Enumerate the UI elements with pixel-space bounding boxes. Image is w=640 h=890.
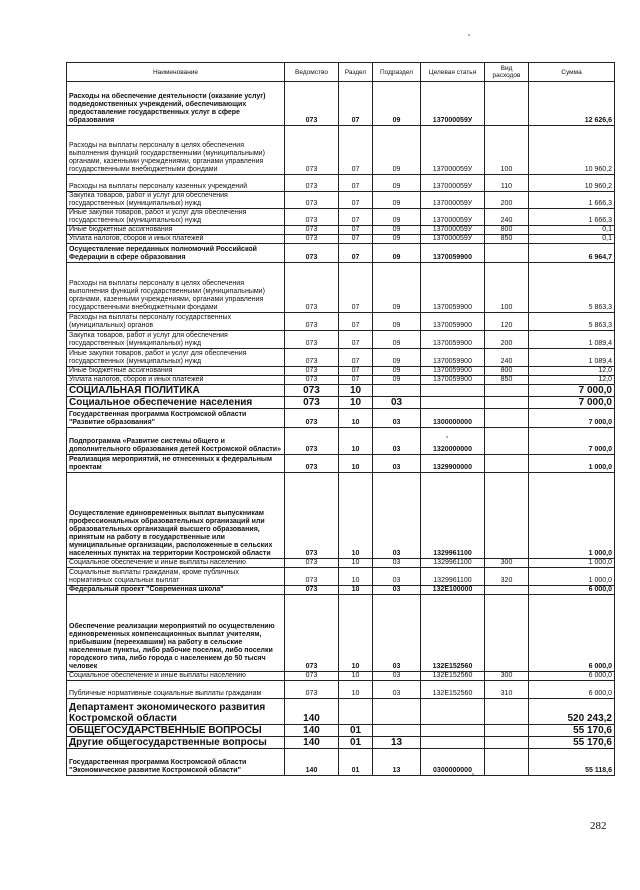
cell-subsection: 09 bbox=[373, 331, 421, 349]
cell-section: 07 bbox=[339, 82, 373, 126]
cell-target: 137000059У bbox=[421, 226, 485, 235]
cell-exp-type bbox=[485, 699, 529, 725]
scan-speck bbox=[472, 773, 474, 775]
cell-subsection: 03 bbox=[373, 428, 421, 455]
cell-subsection: 09 bbox=[373, 313, 421, 331]
cell-name: Департамент экономического развития Костромской области bbox=[67, 699, 285, 725]
cell-target: 1370059900 bbox=[421, 349, 485, 367]
cell-dept: 073 bbox=[285, 331, 339, 349]
cell-exp-type: 320 bbox=[485, 568, 529, 586]
cell-dept: 073 bbox=[285, 397, 339, 409]
cell-sum: 7 000,0 bbox=[529, 397, 615, 409]
cell-name: Подпрограмма «Развитие системы общего и дополнительного образования детей Костромской области» bbox=[67, 428, 285, 455]
cell-name: Расходы на обеспечение деятельности (оказание услуг) подведомственных учреждений, обеспечивающих предоставление государственных услуг в сфере образования bbox=[67, 82, 285, 126]
cell-sum: 7 000,0 bbox=[529, 385, 615, 397]
cell-section: 10 bbox=[339, 455, 373, 473]
cell-name: Государственная программа Костромской области "Экономическое развитие Костромской области" bbox=[67, 749, 285, 776]
cell-dept: 073 bbox=[285, 428, 339, 455]
cell-sum: 5 863,3 bbox=[529, 313, 615, 331]
cell-sum: 1 000,0 bbox=[529, 559, 615, 568]
cell-dept: 073 bbox=[285, 209, 339, 226]
cell-target: 1329961100 bbox=[421, 559, 485, 568]
cell-sum: 6 000,0 bbox=[529, 595, 615, 672]
cell-dept: 073 bbox=[285, 681, 339, 699]
cell-sum: 6 000,0 bbox=[529, 586, 615, 595]
cell-dept: 073 bbox=[285, 367, 339, 376]
cell-subsection: 03 bbox=[373, 397, 421, 409]
cell-dept: 140 bbox=[285, 749, 339, 776]
cell-exp-type bbox=[485, 455, 529, 473]
table-row bbox=[67, 126, 615, 175]
cell-target: 137000059У bbox=[421, 175, 485, 192]
cell-subsection: 03 bbox=[373, 568, 421, 586]
cell-target: 1370059900 bbox=[421, 244, 485, 263]
table-row bbox=[67, 559, 615, 568]
cell-dept: 073 bbox=[285, 175, 339, 192]
col-header-exp-type: Вид расходов bbox=[485, 63, 529, 82]
cell-subsection bbox=[373, 699, 421, 725]
cell-exp-type: 110 bbox=[485, 175, 529, 192]
table-row bbox=[67, 82, 615, 126]
cell-target: 137000059У bbox=[421, 126, 485, 175]
cell-section: 07 bbox=[339, 376, 373, 385]
cell-name: Социальные выплаты гражданам, кроме публичных нормативных социальных выплат bbox=[67, 568, 285, 586]
cell-section: 10 bbox=[339, 586, 373, 595]
budget-table bbox=[66, 62, 615, 776]
cell-name: Иные бюджетные ассигнования bbox=[67, 367, 285, 376]
cell-name: Публичные нормативные социальные выплаты гражданам bbox=[67, 681, 285, 699]
cell-target: 1329961100 bbox=[421, 473, 485, 559]
cell-dept: 073 bbox=[285, 349, 339, 367]
cell-exp-type: 300 bbox=[485, 672, 529, 681]
col-header-name: Наименование bbox=[67, 63, 285, 82]
cell-target: 1370059900 bbox=[421, 331, 485, 349]
cell-subsection: 03 bbox=[373, 672, 421, 681]
cell-dept: 140 bbox=[285, 699, 339, 725]
cell-section: 01 bbox=[339, 749, 373, 776]
cell-target: 1370059900 bbox=[421, 263, 485, 313]
cell-sum: 6 000,0 bbox=[529, 681, 615, 699]
cell-target: 132E152560 bbox=[421, 672, 485, 681]
table-row bbox=[67, 313, 615, 331]
cell-section: 07 bbox=[339, 331, 373, 349]
cell-name: Обеспечение реализации мероприятий по осуществлению единовременных компенсационных выплат учителям, прибывшим (переехавшим) на работу в сельские населенные пункты, либо рабочие поселки, либо поселки городского типа, либо города с населением до 50 тысяч человек bbox=[67, 595, 285, 672]
cell-dept: 073 bbox=[285, 226, 339, 235]
cell-subsection: 03 bbox=[373, 586, 421, 595]
cell-exp-type: 120 bbox=[485, 313, 529, 331]
cell-section: 10 bbox=[339, 385, 373, 397]
cell-sum: 1 089,4 bbox=[529, 349, 615, 367]
cell-dept: 140 bbox=[285, 725, 339, 737]
cell-exp-type bbox=[485, 725, 529, 737]
table-row bbox=[67, 367, 615, 376]
cell-sum: 0,1 bbox=[529, 226, 615, 235]
cell-exp-type: 800 bbox=[485, 226, 529, 235]
col-header-target: Целевая статья bbox=[421, 63, 485, 82]
cell-sum: 12,0 bbox=[529, 376, 615, 385]
cell-exp-type bbox=[485, 586, 529, 595]
cell-exp-type bbox=[485, 595, 529, 672]
col-header-section: Раздел bbox=[339, 63, 373, 82]
cell-exp-type: 100 bbox=[485, 263, 529, 313]
table-row bbox=[67, 376, 615, 385]
cell-section: 01 bbox=[339, 725, 373, 737]
cell-name: ОБЩЕГОСУДАРСТВЕННЫЕ ВОПРОСЫ bbox=[67, 725, 285, 737]
table-row bbox=[67, 235, 615, 244]
cell-subsection: 13 bbox=[373, 737, 421, 749]
cell-dept: 073 bbox=[285, 568, 339, 586]
cell-dept: 073 bbox=[285, 385, 339, 397]
cell-section: 07 bbox=[339, 244, 373, 263]
table-row bbox=[67, 568, 615, 586]
cell-section: 07 bbox=[339, 235, 373, 244]
cell-section: 10 bbox=[339, 428, 373, 455]
cell-exp-type bbox=[485, 82, 529, 126]
cell-section: 07 bbox=[339, 226, 373, 235]
cell-target: 1370059900 bbox=[421, 313, 485, 331]
cell-target: 0300000000 bbox=[421, 749, 485, 776]
cell-dept: 073 bbox=[285, 235, 339, 244]
cell-section: 01 bbox=[339, 737, 373, 749]
cell-exp-type: 300 bbox=[485, 559, 529, 568]
table-row bbox=[67, 409, 615, 428]
cell-name: Расходы на выплаты персоналу государственных (муниципальных) органов bbox=[67, 313, 285, 331]
cell-subsection: 09 bbox=[373, 175, 421, 192]
table-row bbox=[67, 455, 615, 473]
cell-exp-type: 310 bbox=[485, 681, 529, 699]
table-row bbox=[67, 192, 615, 209]
cell-target bbox=[421, 385, 485, 397]
cell-subsection: 09 bbox=[373, 235, 421, 244]
table-row bbox=[67, 595, 615, 672]
table-row bbox=[67, 349, 615, 367]
cell-dept: 073 bbox=[285, 455, 339, 473]
cell-dept: 073 bbox=[285, 409, 339, 428]
cell-dept: 073 bbox=[285, 672, 339, 681]
cell-target: 137000059У bbox=[421, 82, 485, 126]
cell-name: Осуществление единовременных выплат выпускникам профессиональных образовательных организаций или образовательных организаций высшего образования, принятым на работу в государственные или муниципальные организации, расположенные в сельских населенных пунктах на территории Костромской области bbox=[67, 473, 285, 559]
cell-name: Расходы на выплаты персоналу казенных учреждений bbox=[67, 175, 285, 192]
cell-section: 07 bbox=[339, 126, 373, 175]
cell-name: Закупка товаров, работ и услуг для обеспечения государственных (муниципальных) нужд bbox=[67, 331, 285, 349]
cell-subsection: 09 bbox=[373, 209, 421, 226]
cell-exp-type: 200 bbox=[485, 331, 529, 349]
cell-exp-type: 240 bbox=[485, 349, 529, 367]
table-row bbox=[67, 331, 615, 349]
cell-dept: 073 bbox=[285, 192, 339, 209]
cell-exp-type bbox=[485, 244, 529, 263]
cell-exp-type: 850 bbox=[485, 376, 529, 385]
cell-name: Иные бюджетные ассигнования bbox=[67, 226, 285, 235]
table-row bbox=[67, 473, 615, 559]
cell-section: 07 bbox=[339, 192, 373, 209]
cell-dept: 073 bbox=[285, 82, 339, 126]
cell-target: 1320000000 bbox=[421, 428, 485, 455]
cell-sum: 55 118,6 bbox=[529, 749, 615, 776]
cell-subsection: 03 bbox=[373, 681, 421, 699]
cell-sum: 12,0 bbox=[529, 367, 615, 376]
cell-name: Закупка товаров, работ и услуг для обеспечения государственных (муниципальных) нужд bbox=[67, 192, 285, 209]
cell-name: Социальное обеспечение населения bbox=[67, 397, 285, 409]
cell-subsection: 09 bbox=[373, 192, 421, 209]
cell-section: 10 bbox=[339, 672, 373, 681]
cell-name: Уплата налогов, сборов и иных платежей bbox=[67, 376, 285, 385]
cell-sum: 55 170,6 bbox=[529, 725, 615, 737]
cell-subsection: 03 bbox=[373, 409, 421, 428]
budget-table-sheet bbox=[66, 62, 614, 776]
table-row bbox=[67, 699, 615, 725]
cell-section: 10 bbox=[339, 559, 373, 568]
cell-target: 1329900000 bbox=[421, 455, 485, 473]
page-number: 282 bbox=[590, 820, 607, 832]
col-header-dept: Ведомство bbox=[285, 63, 339, 82]
cell-dept: 073 bbox=[285, 263, 339, 313]
cell-dept: 073 bbox=[285, 313, 339, 331]
table-row bbox=[67, 681, 615, 699]
cell-exp-type bbox=[485, 749, 529, 776]
cell-exp-type: 850 bbox=[485, 235, 529, 244]
cell-target: 132E100000 bbox=[421, 586, 485, 595]
cell-target bbox=[421, 725, 485, 737]
cell-dept: 073 bbox=[285, 126, 339, 175]
cell-sum: 520 243,2 bbox=[529, 699, 615, 725]
cell-sum: 12 626,6 bbox=[529, 82, 615, 126]
cell-target: 1370059900 bbox=[421, 367, 485, 376]
cell-name: СОЦИАЛЬНАЯ ПОЛИТИКА bbox=[67, 385, 285, 397]
cell-sum: 1 666,3 bbox=[529, 192, 615, 209]
cell-subsection: 09 bbox=[373, 226, 421, 235]
cell-target: 1370059900 bbox=[421, 376, 485, 385]
cell-target: 1329961100 bbox=[421, 568, 485, 586]
cell-exp-type bbox=[485, 409, 529, 428]
cell-dept: 140 bbox=[285, 737, 339, 749]
cell-exp-type: 200 bbox=[485, 192, 529, 209]
cell-subsection bbox=[373, 385, 421, 397]
scan-speck bbox=[468, 34, 470, 36]
table-row bbox=[67, 385, 615, 397]
cell-section: 10 bbox=[339, 595, 373, 672]
cell-subsection: 09 bbox=[373, 376, 421, 385]
cell-name: Уплата налогов, сборов и иных платежей bbox=[67, 235, 285, 244]
cell-subsection: 09 bbox=[373, 367, 421, 376]
table-row bbox=[67, 226, 615, 235]
cell-target: 1300000000 bbox=[421, 409, 485, 428]
table-row bbox=[67, 428, 615, 455]
cell-exp-type bbox=[485, 428, 529, 455]
cell-section: 07 bbox=[339, 349, 373, 367]
cell-sum: 1 666,3 bbox=[529, 209, 615, 226]
cell-subsection: 09 bbox=[373, 126, 421, 175]
cell-subsection: 13 bbox=[373, 749, 421, 776]
cell-dept: 073 bbox=[285, 559, 339, 568]
cell-name: Социальное обеспечение и иные выплаты населению bbox=[67, 559, 285, 568]
cell-target bbox=[421, 699, 485, 725]
cell-name: Другие общегосударственные вопросы bbox=[67, 737, 285, 749]
cell-sum: 1 000,0 bbox=[529, 455, 615, 473]
cell-name: Государственная программа Костромской области "Развитие образования" bbox=[67, 409, 285, 428]
cell-target: 132E152560 bbox=[421, 595, 485, 672]
cell-dept: 073 bbox=[285, 244, 339, 263]
cell-subsection: 09 bbox=[373, 82, 421, 126]
cell-name: Расходы на выплаты персоналу в целях обеспечения выполнения функций государственными (муниципальными) органами, казенными учреждениями, органами управления государственными внебюджетными фондами bbox=[67, 126, 285, 175]
cell-section: 10 bbox=[339, 409, 373, 428]
cell-sum: 1 000,0 bbox=[529, 568, 615, 586]
cell-target: 137000059У bbox=[421, 209, 485, 226]
cell-exp-type: 800 bbox=[485, 367, 529, 376]
cell-dept: 073 bbox=[285, 376, 339, 385]
table-row bbox=[67, 397, 615, 409]
table-row bbox=[67, 244, 615, 263]
cell-sum: 0,1 bbox=[529, 235, 615, 244]
col-header-sum: Сумма bbox=[529, 63, 615, 82]
cell-name: Реализация мероприятий, не отнесенных к федеральным проектам bbox=[67, 455, 285, 473]
table-row bbox=[67, 586, 615, 595]
table-row bbox=[67, 737, 615, 749]
cell-sum: 55 170,6 bbox=[529, 737, 615, 749]
cell-sum: 7 000,0 bbox=[529, 428, 615, 455]
cell-section: 07 bbox=[339, 175, 373, 192]
cell-target: 137000059У bbox=[421, 235, 485, 244]
cell-name: Расходы на выплаты персоналу в целях обеспечения выполнения функций государственными (муниципальными) органами, казенными учреждениями, органами управления государственными внебюджетными фондами bbox=[67, 263, 285, 313]
cell-name: Социальное обеспечение и иные выплаты населению bbox=[67, 672, 285, 681]
cell-target: 137000059У bbox=[421, 192, 485, 209]
cell-section: 10 bbox=[339, 473, 373, 559]
table-row bbox=[67, 209, 615, 226]
table-row bbox=[67, 175, 615, 192]
cell-section: 07 bbox=[339, 209, 373, 226]
cell-subsection: 03 bbox=[373, 559, 421, 568]
cell-target: 132E152560 bbox=[421, 681, 485, 699]
table-row bbox=[67, 749, 615, 776]
cell-subsection: 03 bbox=[373, 455, 421, 473]
cell-section bbox=[339, 699, 373, 725]
cell-subsection: 09 bbox=[373, 244, 421, 263]
cell-sum: 7 000,0 bbox=[529, 409, 615, 428]
cell-dept: 073 bbox=[285, 586, 339, 595]
table-row bbox=[67, 263, 615, 313]
cell-section: 10 bbox=[339, 568, 373, 586]
cell-target bbox=[421, 737, 485, 749]
cell-name: Федеральный проект "Современная школа" bbox=[67, 586, 285, 595]
cell-section: 07 bbox=[339, 263, 373, 313]
cell-name: Иные закупки товаров, работ и услуг для обеспечения государственных (муниципальных) нужд bbox=[67, 209, 285, 226]
cell-sum: 5 863,3 bbox=[529, 263, 615, 313]
scan-speck bbox=[446, 436, 448, 438]
cell-subsection bbox=[373, 725, 421, 737]
table-row bbox=[67, 725, 615, 737]
cell-exp-type: 100 bbox=[485, 126, 529, 175]
cell-exp-type: 240 bbox=[485, 209, 529, 226]
cell-exp-type bbox=[485, 385, 529, 397]
cell-dept: 073 bbox=[285, 473, 339, 559]
cell-section: 07 bbox=[339, 313, 373, 331]
cell-sum: 1 000,0 bbox=[529, 473, 615, 559]
cell-sum: 10 960,2 bbox=[529, 175, 615, 192]
cell-section: 10 bbox=[339, 397, 373, 409]
cell-sum: 6 964,7 bbox=[529, 244, 615, 263]
cell-section: 07 bbox=[339, 367, 373, 376]
cell-name: Осуществление переданных полномочий Российской Федерации в сфере образования bbox=[67, 244, 285, 263]
cell-exp-type bbox=[485, 473, 529, 559]
cell-dept: 073 bbox=[285, 595, 339, 672]
table-row bbox=[67, 672, 615, 681]
cell-sum: 1 089,4 bbox=[529, 331, 615, 349]
cell-section: 10 bbox=[339, 681, 373, 699]
cell-exp-type bbox=[485, 397, 529, 409]
cell-exp-type bbox=[485, 737, 529, 749]
cell-subsection: 09 bbox=[373, 263, 421, 313]
cell-subsection: 03 bbox=[373, 473, 421, 559]
table-body bbox=[67, 82, 615, 776]
cell-target bbox=[421, 397, 485, 409]
cell-subsection: 09 bbox=[373, 349, 421, 367]
cell-sum: 10 960,2 bbox=[529, 126, 615, 175]
cell-subsection: 03 bbox=[373, 595, 421, 672]
col-header-subsection: Подраздел bbox=[373, 63, 421, 82]
table-header-row bbox=[67, 63, 615, 82]
cell-name: Иные закупки товаров, работ и услуг для обеспечения государственных (муниципальных) нужд bbox=[67, 349, 285, 367]
cell-sum: 6 000,0 bbox=[529, 672, 615, 681]
